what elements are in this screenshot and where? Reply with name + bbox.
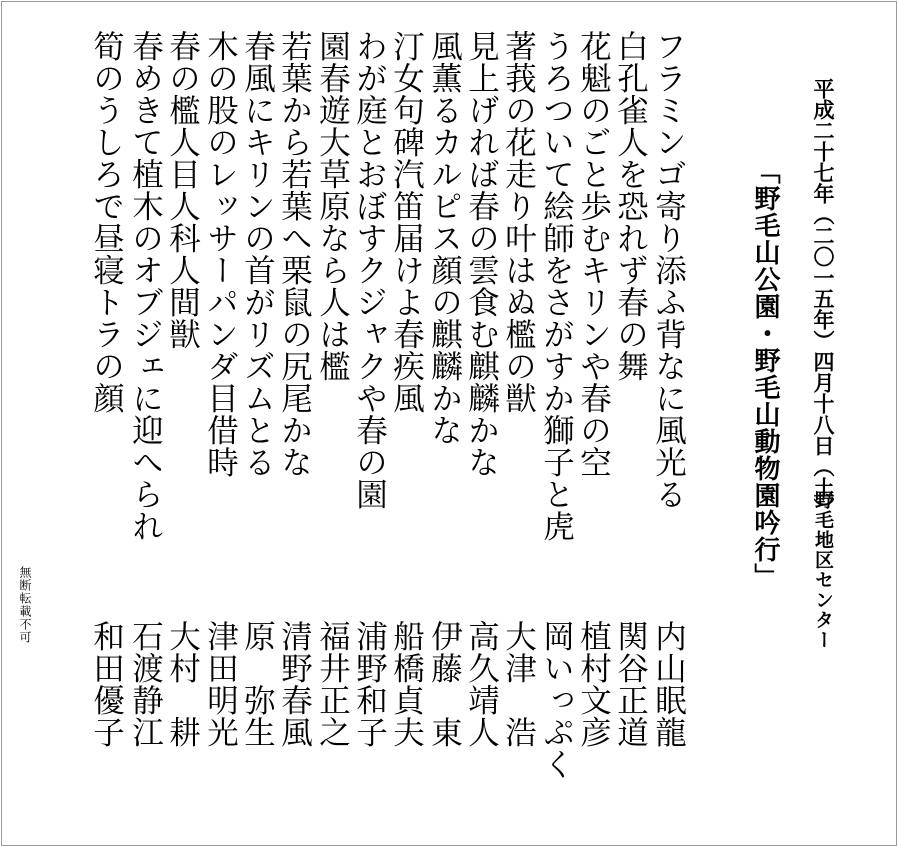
haiku-text: 花魁のごと歩むキリンや春の空: [575, 30, 612, 478]
poet-name: 原 弥生: [239, 620, 276, 748]
haiku-text: フラミンゴ寄り添ふ背なに風光る: [650, 30, 687, 510]
haiku-text: 著莪の花走り叶はぬ檻の獣: [500, 30, 537, 414]
haiku-text: 園春遊大草原なら人は檻: [314, 30, 351, 382]
poet-name: 清野春風: [276, 620, 313, 748]
haiku-text: 春の檻人目人科人間獣: [164, 30, 201, 350]
haiku-text: 春めきて植木のオブジェに迎へられ: [127, 30, 164, 542]
haiku-text: 見上げれば春の雲食む麒麟かな: [463, 30, 500, 478]
date-line: 平成二十七年（二〇一五年）四月十八日（土）: [811, 78, 836, 519]
poet-name: 内山眠龍: [650, 620, 687, 748]
event-title: 「野毛山公園・野毛山動物園吟行」: [750, 158, 780, 590]
haiku-text: 若葉から若葉へ栗鼠の尻尾かな: [276, 30, 313, 478]
poet-name: 和田優子: [88, 620, 125, 748]
haiku-text: 白孔雀人を恐れず春の舞: [612, 30, 649, 382]
poet-name: 福井正之: [314, 620, 351, 748]
poet-name: 船橋貞夫: [388, 620, 425, 748]
organizer-name: 野毛地区センター: [812, 490, 834, 650]
poet-name: 伊藤 東: [426, 620, 463, 748]
haiku-text: 風薫るカルピス顔の麒麟かな: [426, 30, 463, 446]
haiku-text: わが庭とおぼすクジャクや春の園: [351, 30, 388, 510]
haiku-text: 汀女句碑汽笛届けよ春疾風: [388, 30, 425, 414]
poet-name: 大津 浩: [500, 620, 537, 748]
poet-name: 石渡静江: [127, 620, 164, 748]
poet-name: 津田明光: [202, 620, 239, 748]
copyright-notice: 無断転載不可: [18, 566, 32, 644]
haiku-text: 木の股のレッサーパンダ目借時: [202, 30, 239, 478]
poet-name: 高久靖人: [463, 620, 500, 748]
haiku-text: 筍のうしろで昼寝トラの顔: [88, 30, 125, 414]
poet-name: 岡いっぷく: [538, 620, 575, 780]
haiku-text: 春風にキリンの首がリズムとる: [239, 30, 276, 478]
poet-name: 大村 耕: [164, 620, 201, 748]
haiku-text: うろついて絵師をさがすか獅子と虎: [538, 30, 575, 542]
poet-name: 植村文彦: [575, 620, 612, 748]
poet-name: 関谷正道: [612, 620, 649, 748]
poet-name: 浦野和子: [351, 620, 388, 748]
